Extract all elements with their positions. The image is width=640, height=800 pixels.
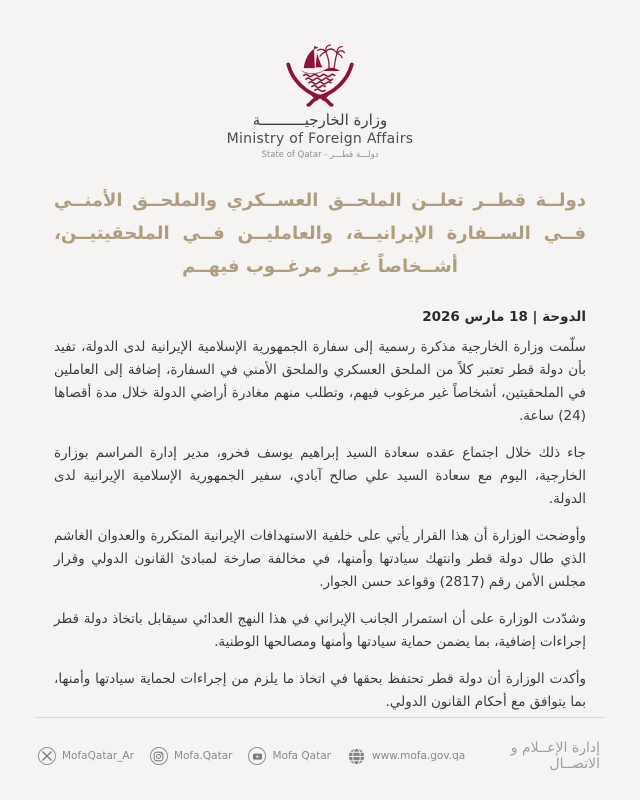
qatar-emblem-icon <box>0 40 640 108</box>
statement-body <box>54 336 586 714</box>
paragraph-3: وأوضحت الوزارة أن هذا القرار يأتي على خلفية الاستهدافات الإيرانية المتكررة والعدوان الغاشم الذي طال دولة قطر وانتهك سيادتها وأمنها، في مخالفة صارخة لمبادئ القانون الدولي وقرار مجلس الأمن رقم (2817) وقواعد حسن الجوار. <box>54 528 586 590</box>
paragraph-5: وأكدت الوزارة أن دولة قطر تحتفظ بحقها في اتخاذ ما يلزم من إجراءات لحماية سيادتها وأمنها، بما يتوافق مع أحكام القانون الدولي. <box>54 671 586 710</box>
website-link[interactable] <box>347 747 465 766</box>
masthead <box>0 0 640 160</box>
website-url: www.mofa.gov.qa <box>372 750 466 762</box>
paragraph-1: سلّمت وزارة الخارجية مذكرة رسمية إلى سفارة الجمهورية الإسلامية الإيرانية لدى الدولة، تفيد بأن دولة قطر تعتبر كلاً من الملحق العسكري والملحق الأمني في السفارة، إضافة إلى العاملين في الملحقيتين، أشخاصاً غير مرغوب فيهم، وتطلب منهم مغادرة أراضي الدولة خلال مدة أقصاها (24) ساعة. <box>54 339 586 424</box>
instagram-icon <box>150 747 168 765</box>
youtube-icon <box>248 747 266 765</box>
headline-line-2: فــي الســفارة الإيرانيــة، والعامليــن فــي الملحقيتيــن، <box>54 223 586 244</box>
social-link-x[interactable] <box>38 747 134 765</box>
globe-icon <box>347 747 366 766</box>
social-handle: Mofa Qatar <box>272 750 331 762</box>
social-links <box>38 747 465 766</box>
department-label: إدارة الإعــلام و الاتصــال <box>510 740 600 772</box>
paragraph-4: وشدّدت الوزارة على أن استمرار الجانب الإيراني في هذا النهج العدائي سيقابل باتخاذ دولة قطر إجراءات إضافية، بما يضمن حماية سيادتها وأمنها ومصالحها الوطنية. <box>54 611 586 650</box>
ministry-name-arabic: وزارة الخارجيــــــــــة <box>252 111 388 129</box>
ministry-name-english: Ministry of Foreign Affairs <box>226 131 414 147</box>
headline-line-1: دولــة قطــر تعلــن الملحــق العســكري والملحــق الأمنــي <box>54 190 586 211</box>
social-link-instagram[interactable] <box>150 747 233 765</box>
footer-divider <box>35 717 605 718</box>
social-link-youtube[interactable] <box>248 747 331 765</box>
x-icon <box>38 747 56 765</box>
state-of-qatar-line: State of Qatar - دولـــة قطـــر <box>261 150 379 160</box>
dateline: الدوحة | 18 مارس 2026 <box>422 309 586 325</box>
paragraph-2: جاء ذلك خلال اجتماع عقده سعادة السيد إبراهيم يوسف فخرو، مدير إدارة المراسم بوزارة الخارجية، اليوم مع سعادة السيد علي صالح آبادي، سفير الجمهورية الإسلامية الإيرانية لدى الدولة. <box>54 445 586 507</box>
headline-line-3: أشــخاصاً غيــر مرغــوب فيهــم <box>182 256 458 277</box>
statement-headline <box>54 184 586 283</box>
footer <box>38 740 600 772</box>
social-handle: MofaQatar_Ar <box>62 750 134 762</box>
social-handle: Mofa.Qatar <box>173 750 233 762</box>
